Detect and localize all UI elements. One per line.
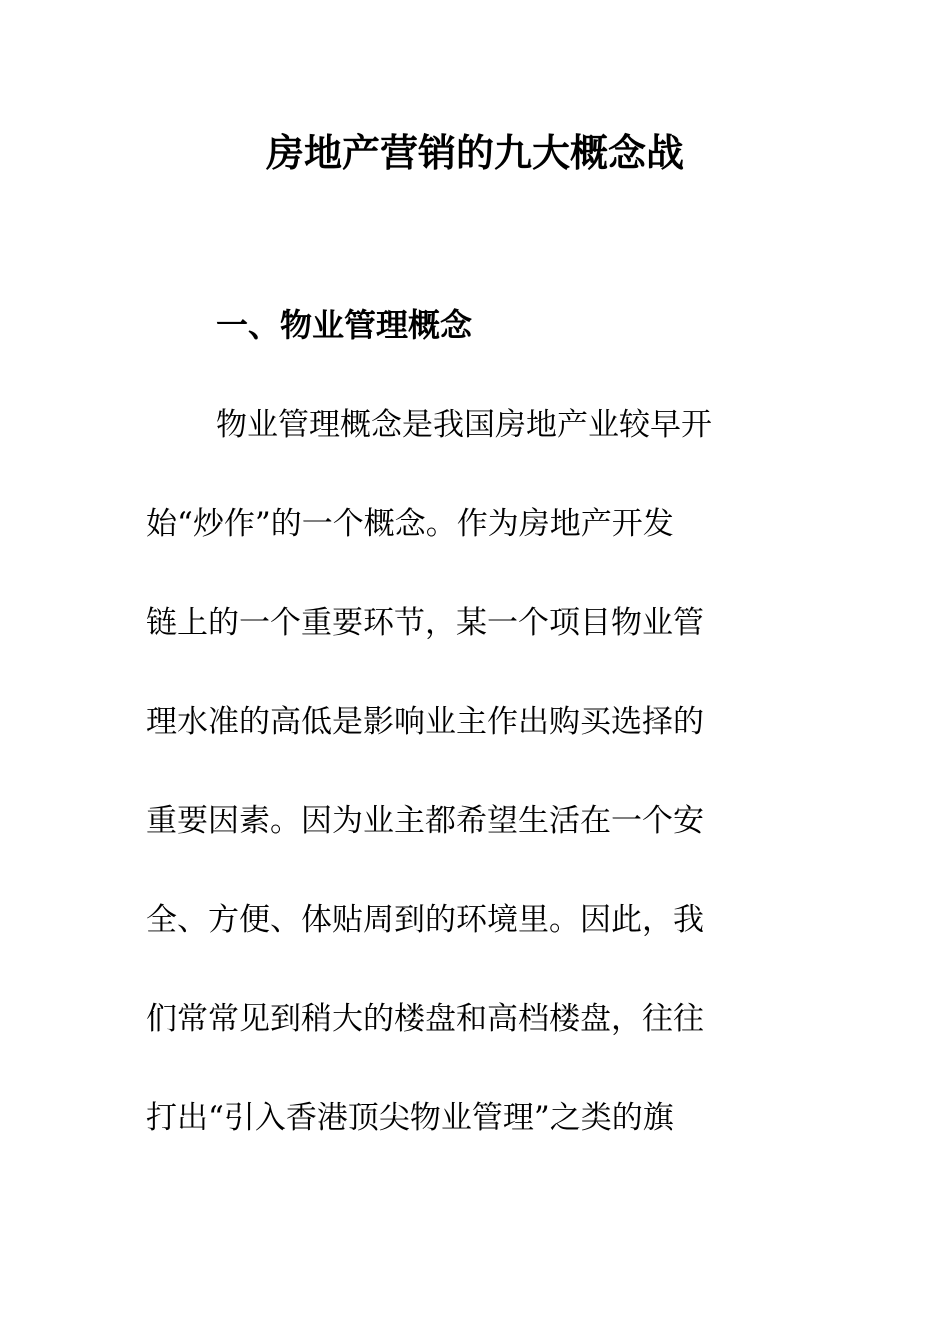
body-paragraph [146, 396, 780, 1188]
section-heading: 一、物业管理概念 [216, 306, 473, 344]
paragraph-line: 打出“引入香港顶尖物业管理”之类的旗 [146, 1100, 674, 1136]
paragraph-line: 们常常见到稍大的楼盘和高档楼盘，往往 [146, 1001, 704, 1037]
paragraph-line: 物业管理概念是我国房地产业较早开 [216, 407, 712, 443]
paragraph-line: 始“炒作”的一个概念。作为房地产开发 [146, 506, 674, 542]
paragraph-line: 重要因素。因为业主都希望生活在一个安 [146, 803, 704, 839]
paragraph-line: 理水准的高低是影响业主作出购买选择的 [146, 704, 704, 740]
document-title: 房地产营销的九大概念战 [265, 130, 684, 175]
paragraph-line: 全、方便、体贴周到的环境里。因此，我 [146, 902, 704, 938]
paragraph-line: 链上的一个重要环节，某一个项目物业管 [146, 605, 704, 641]
